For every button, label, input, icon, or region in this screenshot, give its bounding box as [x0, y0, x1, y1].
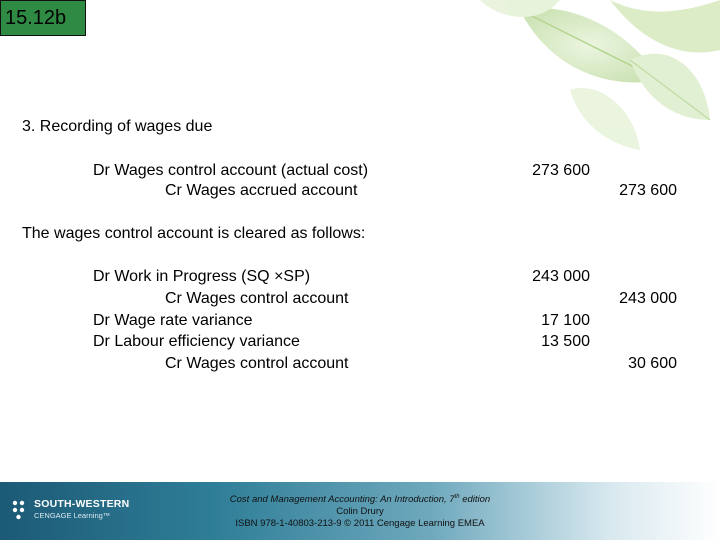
entry1-debit-amount: 273 600: [532, 162, 590, 179]
isbn-line: ISBN 978-1-40803-213-9 © 2011 Cengage Learning EMEA: [235, 518, 485, 529]
clearing-line-debit: 13 500: [541, 333, 590, 350]
clearing-line-label: Dr Wage rate variance: [93, 312, 253, 329]
clearing-line-credit: 30 600: [628, 355, 677, 372]
entry1-credit-label: Cr Wages accrued account: [165, 182, 358, 199]
clearing-line-label: Cr Wages control account: [165, 355, 349, 372]
footer-credits: [200, 491, 520, 530]
slide-number-badge: 15.12b: [0, 0, 86, 36]
clearing-line-credit: 243 000: [619, 290, 677, 307]
clearing-line-label: Dr Work in Progress (SQ ×SP): [93, 268, 311, 285]
logo-line1: SOUTH-WESTERN: [34, 498, 130, 510]
section-heading: 3. Recording of wages due: [22, 118, 213, 135]
cengage-logo-icon: [10, 498, 28, 522]
author-name: Colin Drury: [336, 506, 384, 517]
clearing-intro: The wages control account is cleared as follows:: [22, 225, 366, 242]
clearing-line-label: Cr Wages control account: [165, 290, 349, 307]
clearing-line-label: Dr Labour efficiency variance: [93, 333, 300, 350]
clearing-line-debit: 243 000: [532, 268, 590, 285]
logo-line2: CENGAGE Learning™: [34, 511, 111, 520]
entry1-credit-amount: 273 600: [619, 182, 677, 199]
book-title: Cost and Management Accounting: An Introduction, 7th edition: [229, 493, 491, 505]
clearing-line-debit: 17 100: [541, 312, 590, 329]
leaf-decoration-image: [460, 0, 720, 160]
south-western-logo: [10, 496, 160, 526]
entry1-debit-label: Dr Wages control account (actual cost): [93, 162, 369, 179]
